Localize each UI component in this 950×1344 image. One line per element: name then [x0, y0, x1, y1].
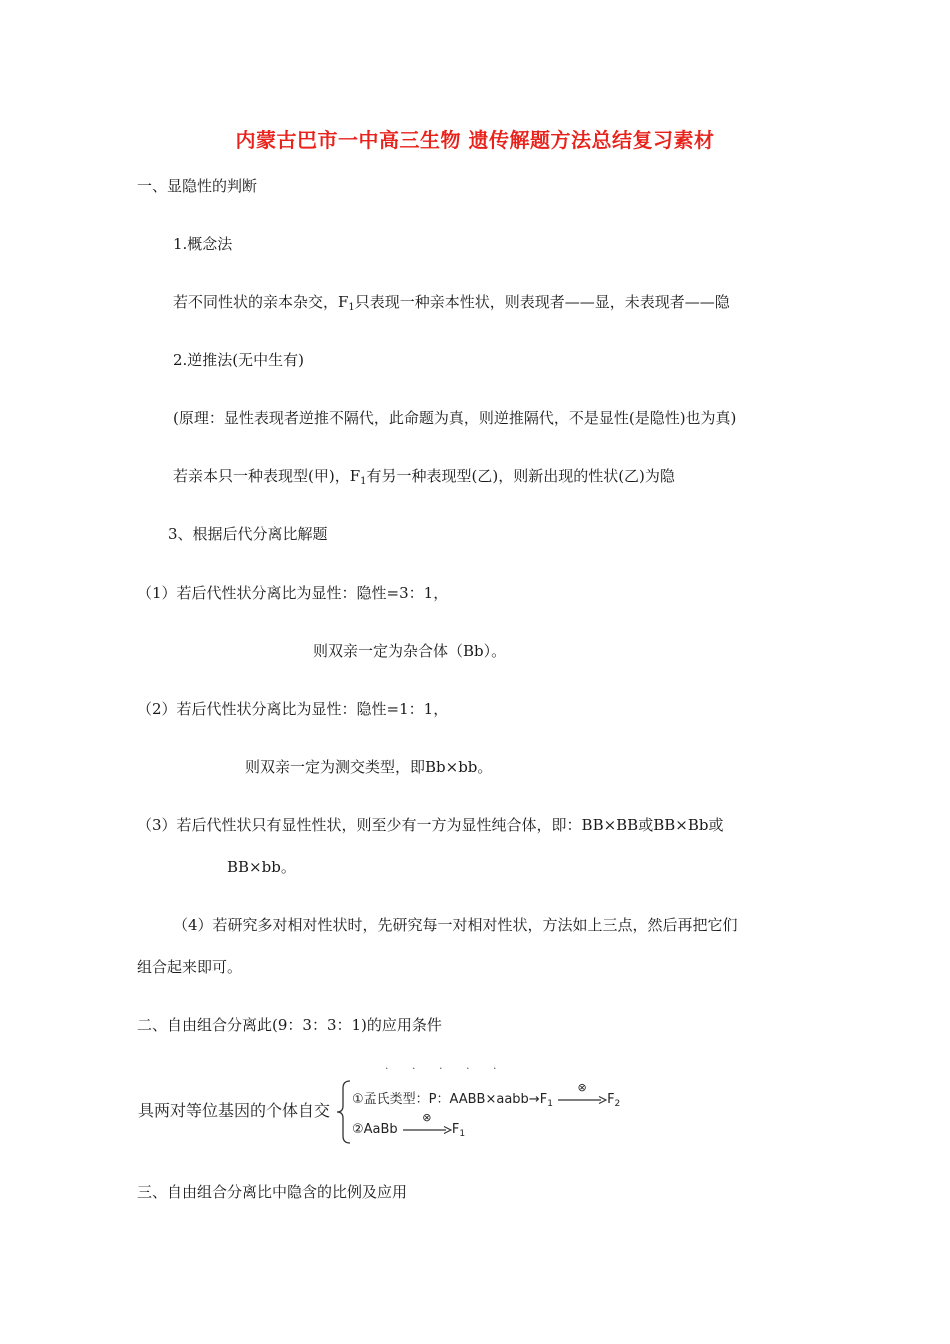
method3-heading: 3、根据后代分离比解题 — [168, 525, 328, 543]
section3-heading: 三、自由组合分离比中隐含的比例及应用 — [137, 1183, 408, 1201]
method1-text-b: 只表现一种亲本性状，则表现者——显，未表现者——隐 — [354, 293, 730, 311]
selfing-arrow-1 — [557, 1080, 607, 1105]
mendel-f2: F — [607, 1092, 615, 1107]
section1-heading: 一、显隐性的判断 — [137, 177, 258, 195]
aabb-f-sub: 1 — [459, 1129, 466, 1139]
mendel-f2-sub: 2 — [614, 1099, 621, 1109]
right-arrow-icon-2 — [402, 1125, 452, 1135]
selfing-symbol-2: ⊗ — [422, 1110, 432, 1124]
case4-text: （4）若研究多对相对性状时，先研究每一对相对性状，方法如上三点，然后再把它们 — [173, 916, 738, 934]
method2-principle: (原理：显性表现者逆推不隔代，此命题为真，则逆推隔代，不是显性(是隐性)也为真) — [173, 409, 737, 427]
right-arrow-icon — [557, 1095, 607, 1105]
method2-heading: 2.逆推法(无中生有) — [173, 351, 305, 369]
method1-text-a: 若不同性状的亲本杂交，F — [173, 293, 349, 311]
case4-continuation: 组合起来即可。 — [137, 958, 243, 976]
diagram-row-aabb — [352, 1110, 466, 1139]
section2-heading: 二、自由组合分离此(9：3：3：1)的应用条件 — [137, 1016, 442, 1034]
case2-conclusion: 则双亲一定为测交类型，即Bb×bb。 — [245, 758, 493, 776]
selfing-arrow-2 — [402, 1110, 452, 1135]
brace-icon — [336, 1080, 352, 1144]
method2-text — [173, 466, 675, 492]
self-cross-diagram — [138, 1062, 658, 1148]
aabb-f: F — [451, 1122, 460, 1137]
diagram-label: 具两对等位基因的个体自交 — [138, 1101, 331, 1120]
method1-text — [173, 292, 730, 318]
case1-condition: （1）若后代性状分离比为显性：隐性=3：1， — [137, 584, 449, 602]
method2-text-b: 有另一种表现型(乙)，则新出现的性状(乙)为隐 — [366, 467, 675, 485]
method2-text-a: 若亲本只一种表现型(甲)，F — [173, 467, 361, 485]
method1-text-sub: 1 — [348, 302, 355, 313]
mendel-cross-text: ①孟氏类型：P：AABB×aabb→F — [352, 1092, 548, 1107]
selfing-symbol: ⊗ — [577, 1080, 587, 1094]
case3-condition: （3）若后代性状只有显性性状，则至少有一方为显性纯合体，即：BB×BB或BB×Bb或 — [137, 816, 724, 834]
document-title: 内蒙古巴市一中高三生物 遗传解题方法总结复习素材 — [235, 128, 715, 152]
aabb-text: ②AaBb — [352, 1122, 398, 1137]
emphasis-dots: · · · · · — [385, 1062, 507, 1075]
case2-condition: （2）若后代性状分离比为显性：隐性=1：1， — [137, 700, 449, 718]
method1-heading: 1.概念法 — [173, 235, 233, 253]
case3-continuation: BB×bb。 — [227, 858, 296, 876]
mendel-f1-sub: 1 — [547, 1099, 553, 1109]
case1-conclusion: 则双亲一定为杂合体（Bb）。 — [313, 642, 507, 660]
diagram-row-mendel — [352, 1080, 621, 1109]
method2-text-sub: 1 — [360, 476, 367, 487]
